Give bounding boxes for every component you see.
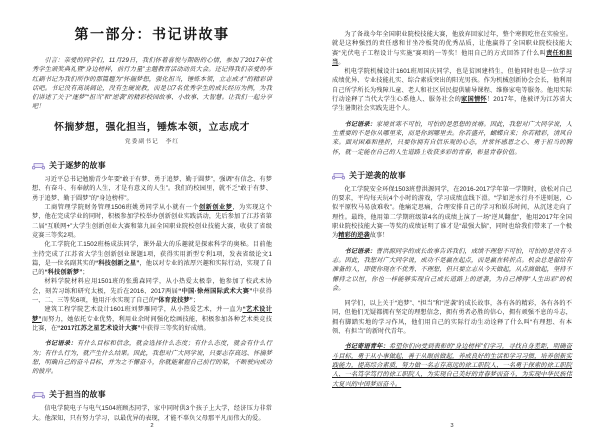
text-run: 化工学院安全环保1503班曹洪源同学，在2016-2017学年第一学期时，放松对自己的要求，平均每天玩4个小时的游戏，学习成绩直线下滑。“学如逆水行舟不进则退，心似平原牧马易放难收”。他痛定思痛，合理安排自己的学习和娱乐时间，从沉迷走向了理性。最终，他用第二学期班级第4名的成绩上演了一场“逆风翻盘”，他用2017年全国职业院校技能大赛一等奖的成绩证明了谁才是“最强大脑”，同时也给我们带来了一个极为 <box>332 185 572 240</box>
text-run: ，他以对专业的浓厚兴趣和实际行动，实现了自己的 <box>32 259 272 277</box>
section-heading <box>32 389 272 401</box>
text-run: 书记寄语青年： <box>344 343 390 351</box>
text-run: 家国情怀 <box>461 96 487 104</box>
text-run: 中获得一、二、三等奖6项，他用汗水实现了自己的 <box>32 287 272 305</box>
secretary-quote <box>332 120 572 157</box>
text-run: ； <box>192 297 200 305</box>
text-run: 机电学院机械设计1601班周国庆同学，也是贫困建档生，但他同时也是一位学习成绩优异、专业技能扎实、综合素质突出的阳光男孩。作为机械创新协会会长，他利用自己所学所长为残障儿童、老人和社区居民提供辅导课程、维修家电等服务。他用实际行动诠释了当代大学生心系他人、服务社会的 <box>332 68 572 104</box>
text-run: 为了备战今年全国职业院校技能大赛，他放弃回家过年，整个寒假吃住在实验室。就是这种强烈的责任感和甘坐冷板凳的优秀品质，让他赢得了全国职业院校技能大赛“光伏电子工程设计与实施”赛项的一等奖！他用自己的方式回答了什么叫 <box>332 31 572 57</box>
text-run: 第一部分：书记讲故事 <box>74 26 230 42</box>
text-run: 而努力，她依托专业优势，利用业余时间强化绘画技能，积极参加各种艺术类竞技比赛，在 <box>32 315 272 332</box>
secretary-quote <box>332 247 572 293</box>
body-paragraph <box>32 203 272 240</box>
text-run: 信电学院电子与电气1504班顾杰同学，家中同时供3个孩子上大学，经济压力非常大。他深知，只有努力学习，以最优异的表现，才能不辜负父母那平凡而伟大的爱。 <box>32 405 272 422</box>
document-title <box>32 24 272 45</box>
text-run: 书记语录： <box>44 340 77 348</box>
text-run: 党委副书记 李红 <box>124 139 180 146</box>
text-run: 。 <box>338 58 345 66</box>
text-run: 责任和担当 <box>332 49 572 66</box>
text-run: 工商管理学院财务管理1506班姚勇同学从小就有一个 <box>44 204 200 212</box>
text-run: “科技创新之星” <box>95 259 140 267</box>
body-paragraph <box>32 277 272 305</box>
text-run: 曹洪源同学的成长故事告诉我们，成绩不理想不可怕，可怕的是没有斗志。因此，我想对广大同学说，成功不是赢在起点，而是赢在转折点。机会总是留给有准备的人，即使你现在不优秀、不理想，但只要立志从今天做起，从点滴做起，坚持不懈持之以恒，你也一样能够实现自己成长道路上的逆袭，为自己搏得“人生出彩”的机会。 <box>332 247 572 292</box>
text-run: 创新创业梦 <box>199 204 233 212</box>
text-run: 关于逐梦的故事 <box>49 161 106 171</box>
text-run: ； <box>82 269 89 277</box>
body-paragraph <box>32 240 272 277</box>
document-page-3 <box>300 0 600 429</box>
secretary-quote <box>332 342 572 388</box>
text-run: 材料学院材料应用1501班的张熏森同学，从小热爱太极拳，他参加了校武术协会，刻苦习练和研究太极，先后在2016、2017两届 <box>32 278 272 295</box>
text-run: 有什么目标和信念，就会选择什么态度；有什么态度，就会有什么行为；有什么行为，就产生什么结果。因此，我想对广大同学说，只要志存高远、怀揣梦想，明确自己的奋斗目标，并为之不懈奋斗，你就能紧握自己前行的桨，不断驶向成功的彼岸。 <box>32 340 273 376</box>
speaker-byline <box>32 138 272 147</box>
text-run: “体育竞技梦” <box>155 297 193 305</box>
text-run: “艺术设计梦” <box>32 306 273 323</box>
page-number: 3 <box>450 422 454 429</box>
scroll-icon <box>332 172 345 180</box>
text-run: 书记语录： <box>344 120 377 128</box>
text-run: 同学们，以上关于“追梦”、“担当”和“逆袭”的成长故事，各有各的精彩，各有各的不同，但他们无疑都拥有坚定的理想信念，拥有勇者必胜的信心，拥有顽强不息的斗志，拥有脚踏实地的学习作风，他们用自己的实际行动生动诠释了什么叫“有理想、有本领、有担当”的新时代青年。 <box>332 300 572 336</box>
text-run: 建筑工程学院艺术设计1601班刘梦雁同学，从小热爱艺术，并一直为 <box>44 306 243 314</box>
text-run: 中获得三等奖的好成绩。 <box>140 324 210 332</box>
text-run: 故事！ <box>369 232 389 240</box>
section-heading <box>32 160 272 172</box>
scroll-icon <box>32 162 45 170</box>
text-run: 书记语录： <box>344 247 377 255</box>
body-paragraph <box>332 30 572 67</box>
body-paragraph <box>32 404 272 423</box>
text-run: 怀揣梦想，强化担当，锤炼本领，立志成才 <box>54 121 250 133</box>
text-run: 精彩的逆袭 <box>338 232 370 240</box>
speech-headline <box>32 121 272 136</box>
section-heading <box>332 170 572 182</box>
document-page-2 <box>0 0 300 429</box>
text-run: ，为实现这个梦，他在完成学业的同时，积极参加学校举办创新创业实践活动，先后参加了江苏省第二届“互联网+”大学生创新创业大赛和第九届全国职业院校创业技能大赛，收获了省级竞赛三等奖2项。 <box>32 204 273 239</box>
text-run: ！2017年，他被评为江苏省大学生暑期社会实践先进个人。 <box>332 96 572 113</box>
body-paragraph <box>332 185 572 241</box>
text-run: 习近平总书记勉励青少年要“敢于有梦、勇于追梦、勤于圆梦”，强调“有信念、有梦想、有奋斗、有奉献的人生，才是有意义的人生”。我们的校园里，就不乏“敢于有梦、勇于追梦、勤于圆梦”的“身边榜样”。 <box>32 176 272 202</box>
body-paragraph <box>332 67 572 113</box>
text-run: 关于逆袭的故事 <box>349 170 406 180</box>
text-run: “2017江苏之星艺术设计大赛” <box>57 324 141 332</box>
body-paragraph <box>32 305 272 333</box>
body-paragraph <box>32 175 272 203</box>
text-run: 希望你们向受到表彰的“身边榜样”们学习，寻找自身差距，明确奋斗目标，勇于从小事做起，善于从眼前做起，养成良好的生活和学习习惯，培养创新实践能力，提高综合素质，努力做一名志存高远的徐工职院人、一名勇于探索的徐工职院人、一名笃学笃行的徐工职院人，为实现自己美好的青春梦而奋斗，为实现中华民族伟大复兴的中国梦而奋斗。 <box>332 343 572 388</box>
text-run: 化工学院化工1502班杨成法同学，课外最大的乐趣就是探索科学的奥秘。目前他主持完成了江苏省大学生创新创业课题1项，获得实用新型专利1项，发表省级论文1篇，是一位名副其实的 <box>32 241 272 267</box>
text-run: “中国·徐州国际武术大赛” <box>178 287 253 295</box>
text-run: 家境贫寒不可怕，可怕的是思想的贫瘠。因此，我想对广大同学说，人生重要的不是你从哪里来，而是你到哪里去。你若盛开，蝴蝶自来；你若精彩，清风自来。面对困难和挫折，只要你拥有自信乐观的心态，并常怀感恩之心、勇于担当的胸怀，就一定能在自己的人生道路上收获多彩的青春，彰显青春价值。 <box>332 120 572 156</box>
text-run: 关于担当的故事 <box>49 390 106 400</box>
introduction-paragraph <box>32 56 272 112</box>
scroll-icon <box>32 391 45 399</box>
text-run: “科技创新梦” <box>44 269 83 277</box>
page-number: 2 <box>150 422 154 429</box>
secretary-quote <box>32 339 272 376</box>
text-run: 引言：亲爱的同学们，11月29日，我们怀着喜悦与期盼的心情，参加了2017年优秀学生颁奖典礼暨“身边榜样，前行力量”主题教育活动动员大会。还记得我们亲爱的李红副书记为我们所作的那篇题为“怀揣梦想，强化担当，锤炼本领，立志成才”的精彩讲话吧。书记没有高谈阔论，没有生硬说教，而是以7名优秀学生的成长经历为例，为我们讲述了关于“逐梦”“担当”和“逆袭”的精彩校园故事、小故事、大智慧。让我们一起分享吧！ <box>32 57 272 111</box>
body-paragraph <box>332 299 572 336</box>
